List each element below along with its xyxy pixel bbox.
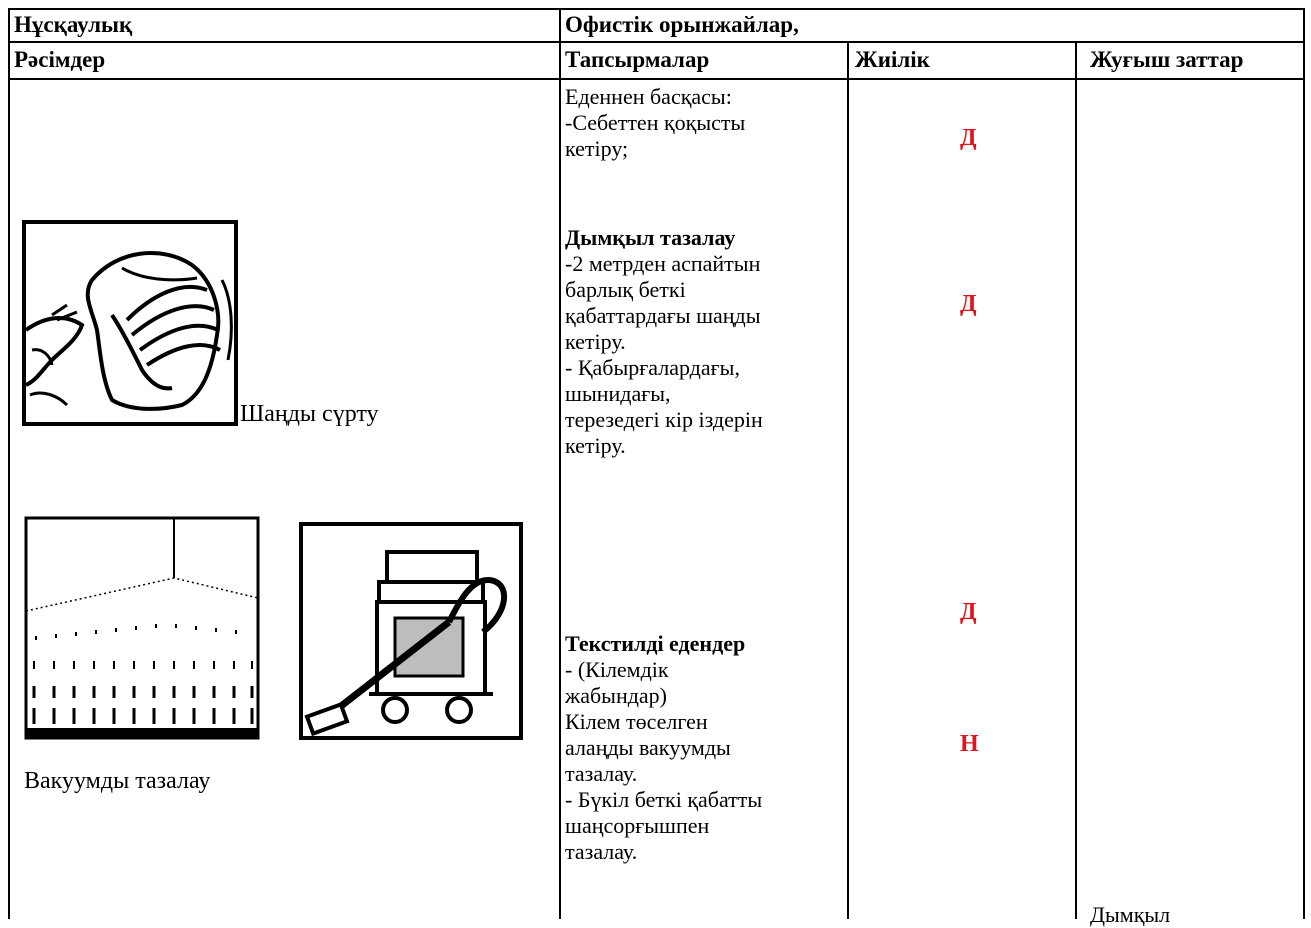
dusting-hand-icon [22,220,238,426]
task-line: тазалау. [565,761,638,786]
carpet-floor-icon [24,516,260,740]
header-instruction: Нұсқаулық [14,12,133,37]
task-line: алаңды вакуумды [565,735,731,760]
frequency-weekly: Н [960,731,979,757]
table-border-left [8,8,10,919]
header-frequency: Жиілік [855,47,930,72]
frequency-daily-1: Д [960,125,977,151]
table-border-row2 [8,78,1305,80]
task-block-textile-floors [565,631,827,865]
task-word: қоқысты [663,110,746,135]
vacuum-caption: Вакуумды тазалау [24,768,211,794]
task-line: терезедегі кір іздерін [565,407,763,432]
task-line: Еденнен басқасы: [565,84,732,109]
task-word: Қабырғалардағы, [577,355,740,380]
task-block-wet-cleaning [565,225,827,459]
task-line: Кілем төселген [565,709,708,734]
table-border-col3 [847,41,849,919]
task-line: қабаттардағы шаңды [565,303,761,328]
task-line: - Бүкіл беткі қабатты [565,787,763,812]
dusting-caption: Шаңды сүрту [240,401,379,427]
task-line: кетіру. [565,433,626,458]
header-office-premises: Офистік орынжайлар, [565,12,799,37]
header-tasks: Тапсырмалар [565,47,710,72]
frequency-daily-2: Д [960,291,977,317]
table-border-right [1303,8,1305,919]
task-line: кетіру; [565,136,629,161]
task-word: беткі [638,277,686,302]
task-word: - [565,355,573,380]
task-line: -2 метрден аспайтын [565,251,761,276]
table-border-col2 [559,8,561,919]
task-line: тазалау. [565,839,638,864]
table-border-top [8,8,1305,10]
task-line-justified [565,277,827,303]
task-line: жабындар) [565,683,667,708]
task-line-justified [565,355,827,381]
task-line: шынидағы, [565,381,671,406]
vacuum-cleaner-icon [299,522,523,740]
task-title-textile-floors: Текстилді едендер [565,631,746,656]
frequency-daily-3: Д [960,599,977,625]
task-title-wet-cleaning: Дымқыл тазалау [565,225,736,250]
task-line: шаңсорғышпен [565,813,710,838]
task-word: барлық [565,277,634,302]
table-border-row1 [8,41,1305,43]
header-procedures: Рәсімдер [14,47,106,72]
header-detergents: Жуғыш заттар [1090,47,1244,72]
dusting-hand-image [22,220,238,426]
task-block-general [565,84,827,162]
vacuum-cleaner-image [299,522,523,740]
detergent-damp: Дымқыл [1090,902,1171,927]
task-line: - (Кілемдік [565,657,669,682]
table-border-col4 [1075,41,1077,919]
carpet-floor-image [24,516,260,740]
task-line-justified [565,110,827,136]
task-word: -Себеттен [565,110,659,135]
task-line: кетіру. [565,329,626,354]
